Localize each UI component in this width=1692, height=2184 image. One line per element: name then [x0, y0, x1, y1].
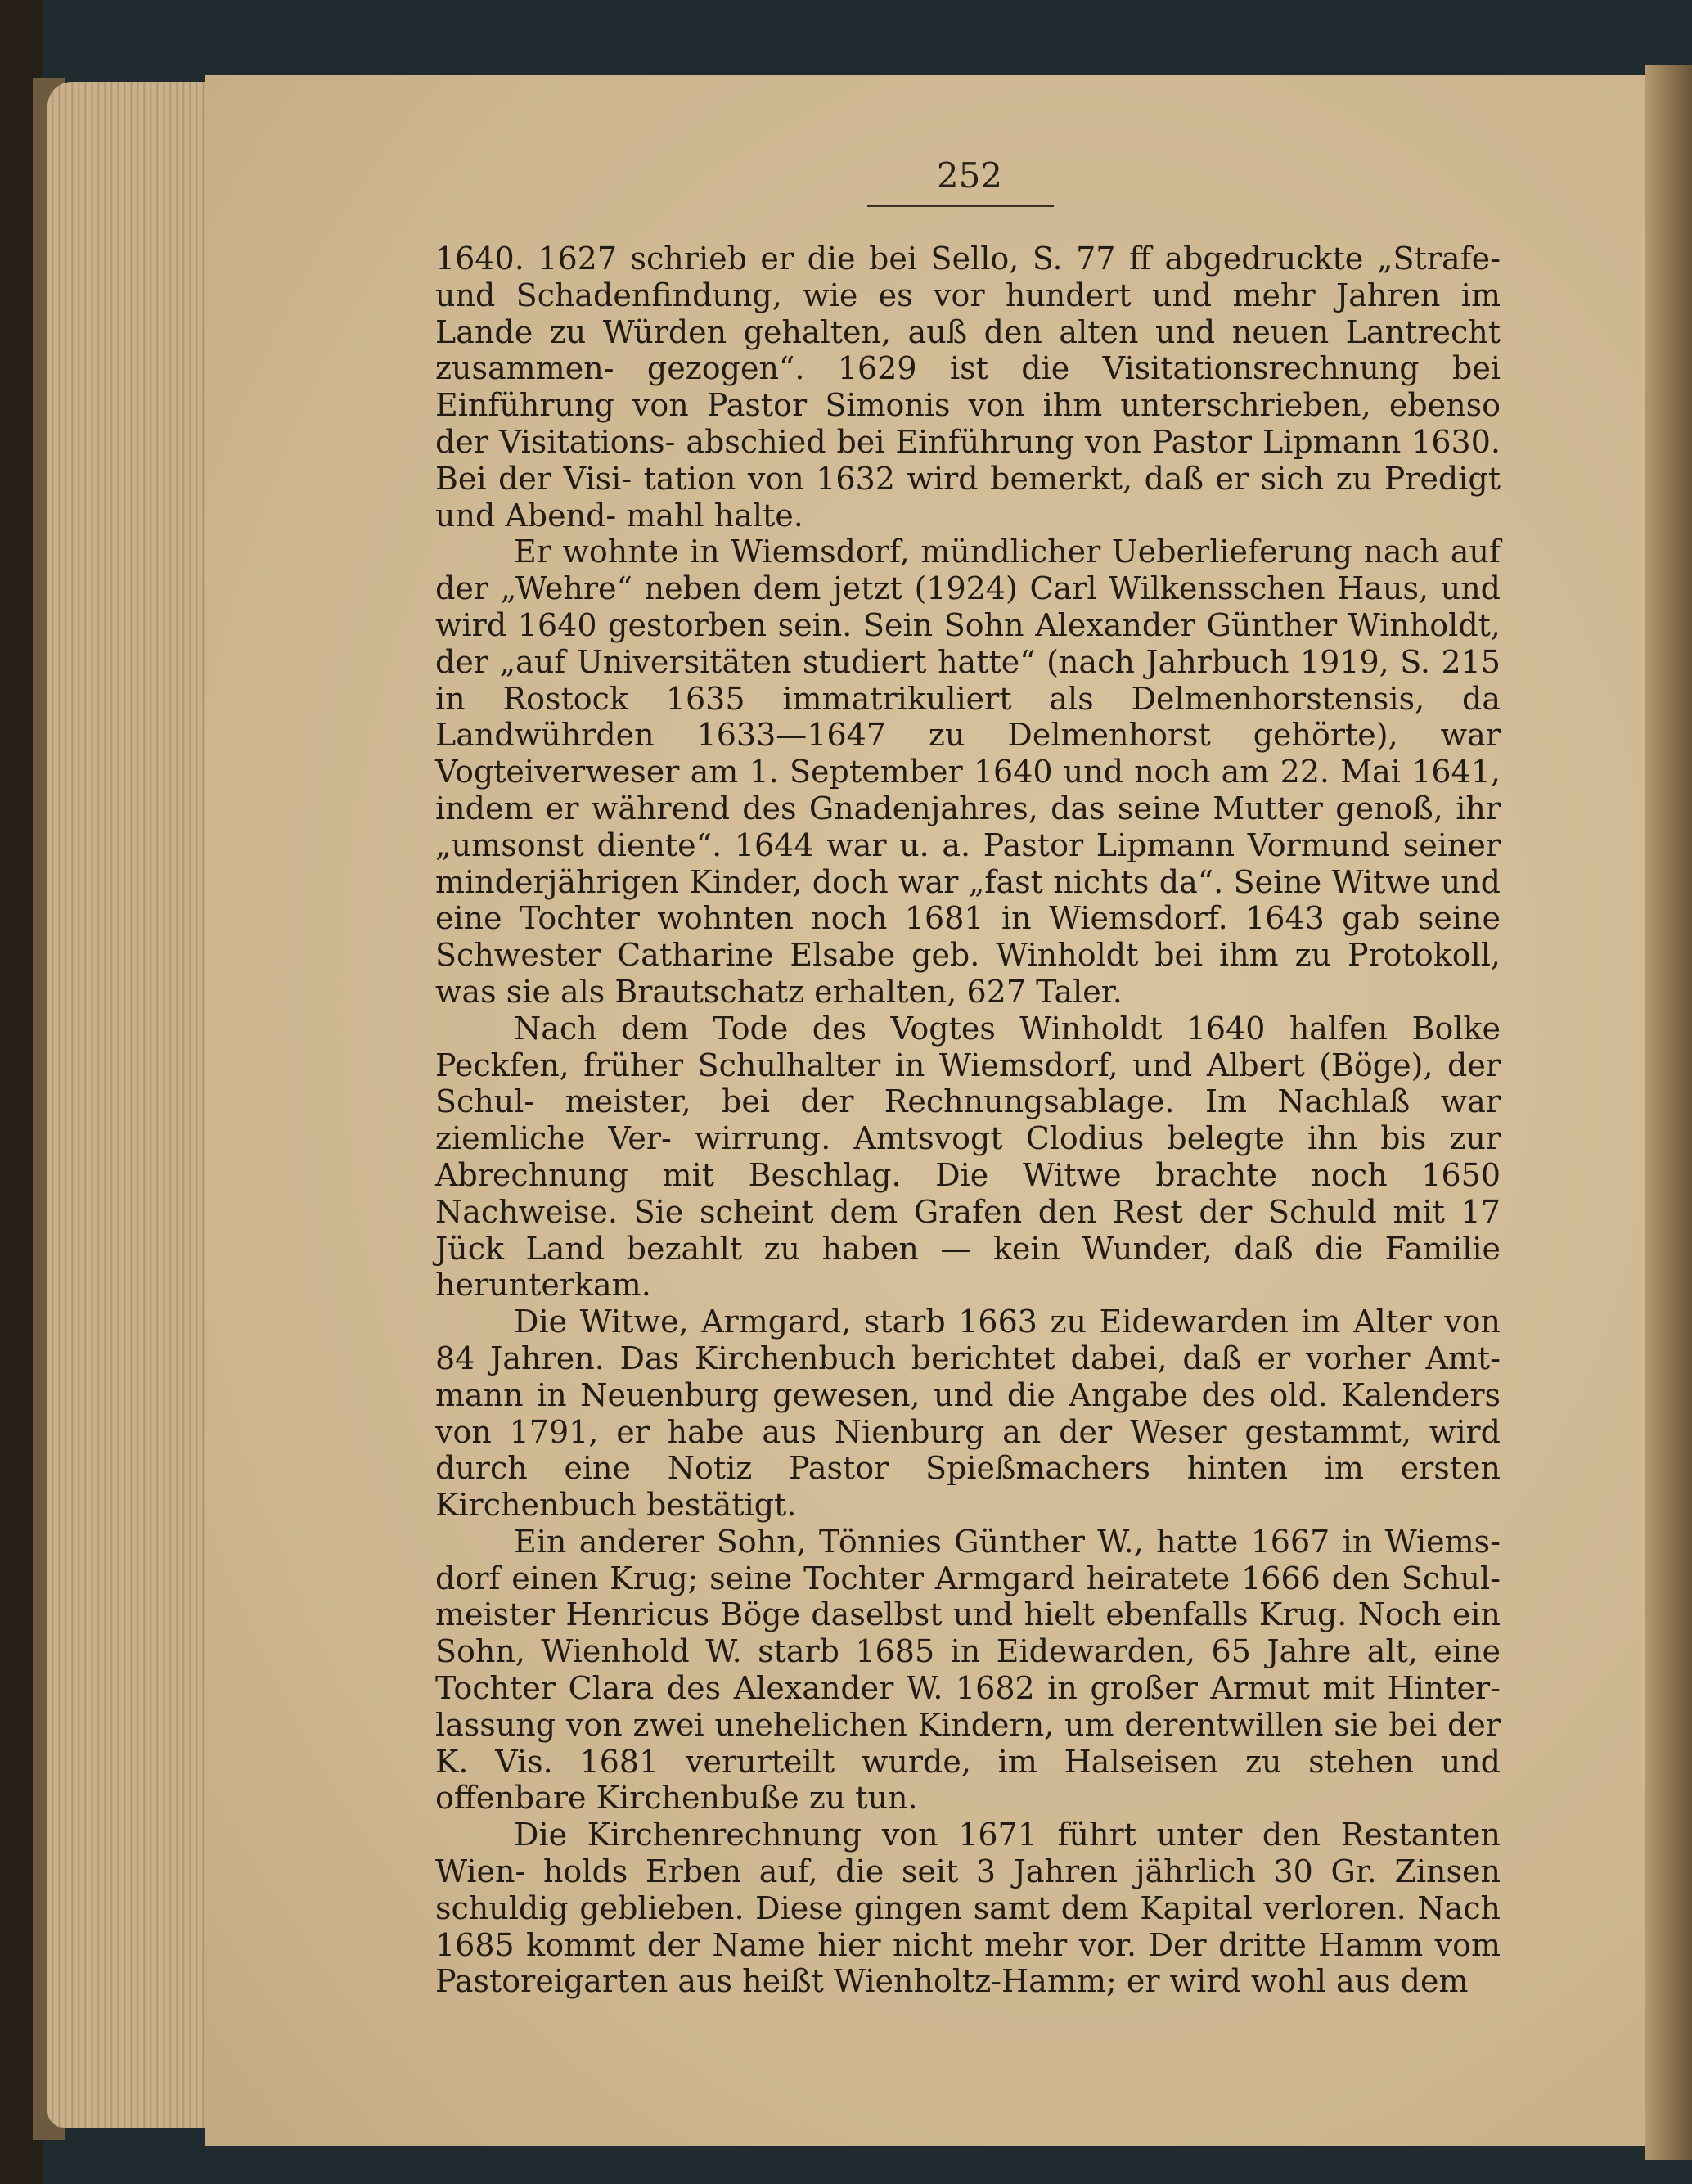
paragraph-3: Nach dem Tode des Vogtes Winholdt 1640 halfen Bolke Peckfen, früher Schulhalter in Wiemsdorf, und Albert (Böge), der Schul- meister, bei der Rechnungsablage. Im Nachlaß war ziemliche Ver- wirrung. Amtsvogt Clodius belegte ihn bis zur Abrechnung mit Beschlag. Die Witwe brachte noch 1650 Nachweise. Sie scheint dem Grafen den Rest der Schuld mit 17 Jück Land bezahlt zu haben — kein Wunder, daß die Familie herunterkam. [435, 1010, 1501, 1304]
paragraph-6: Die Kirchenrechnung von 1671 führt unter den Restanten Wien- holds Erben auf, die seit 3 Jahren jährlich 30 Gr. Zinsen schuldig geblieben. Diese gingen samt dem Kapital verloren. Nach 1685 kommt der Name hier nicht mehr vor. Der dritte Hamm vom Pastoreigarten aus heißt Wienholtz-Hamm; er wird wohl aus dem [435, 1817, 1501, 2000]
paragraph-1: 1640. 1627 schrieb er die bei Sello, S. 77 ff abgedruckte „Strafe- und Schadenfindung, wie es vor hundert und mehr Jahren im Lande zu Würden gehalten, auß den alten und neuen Lantrecht zusammen- gezogen“. 1629 ist die Visitationsrechnung bei Einführung von Pastor Simonis von ihm unterschrieben, ebenso der Visitations- abschied bei Einführung von Pastor Lipmann 1630. Bei der Visi- tation von 1632 wird bemerkt, daß er sich zu Predigt und Abend- mahl halte. [435, 241, 1501, 534]
paragraph-2: Er wohnte in Wiemsdorf, mündlicher Ueberlieferung nach auf der „Wehre“ neben dem jetzt (1924) Carl Wilkensschen Haus, und wird 1640 gestorben sein. Sein Sohn Alexander Günther Winholdt, der „auf Universitäten studiert hatte“ (nach Jahrbuch 1919, S. 215 in Rostock 1635 immatrikuliert als Delmenhorstensis, da Landwührden 1633—1647 zu Delmenhorst gehörte), war Vogteiverweser am 1. September 1640 und noch am 22. Mai 1641, indem er während des Gnadenjahres, das seine Mutter genoß, ihr „umsonst diente“. 1644 war u. a. Pastor Lipmann Vormund seiner minderjährigen Kinder, doch war „fast nichts da“. Seine Witwe und eine Tochter wohnten noch 1681 in Wiemsdorf. 1643 gab seine Schwester Catharine Elsabe geb. Winholdt bei ihm zu Protokoll, was sie als Brautschatz erhalten, 627 Taler. [435, 534, 1501, 1010]
paragraph-4: Die Witwe, Armgard, starb 1663 zu Eidewarden im Alter von 84 Jahren. Das Kirchenbuch berichtet dabei, daß er vorher Amt- mann in Neuenburg gewesen, und die Angabe des old. Kalenders von 1791, er habe aus Nienburg an der Weser gestammt, wird durch eine Notiz Pastor Spießmachers hinten im ersten Kirchenbuch bestätigt. [435, 1304, 1501, 1524]
body-text [435, 241, 1501, 2000]
page-number-rule [867, 205, 1054, 207]
book-gutter [1645, 65, 1692, 2160]
paragraph-5: Ein anderer Sohn, Tönnies Günther W., hatte 1667 in Wiems- dorf einen Krug; seine Tochter Armgard heiratete 1666 den Schul- meister Henricus Böge daselbst und hielt ebenfalls Krug. Noch ein Sohn, Wienhold W. starb 1685 in Eidewarden, 65 Jahre alt, eine Tochter Clara des Alexander W. 1682 in großer Armut mit Hinter- lassung von zwei unehelichen Kindern, um derentwillen sie bei der K. Vis. 1681 verurteilt wurde, im Halseisen zu stehen und offenbare Kirchenbuße zu tun. [435, 1523, 1501, 1817]
page-number: 252 [936, 155, 1003, 196]
